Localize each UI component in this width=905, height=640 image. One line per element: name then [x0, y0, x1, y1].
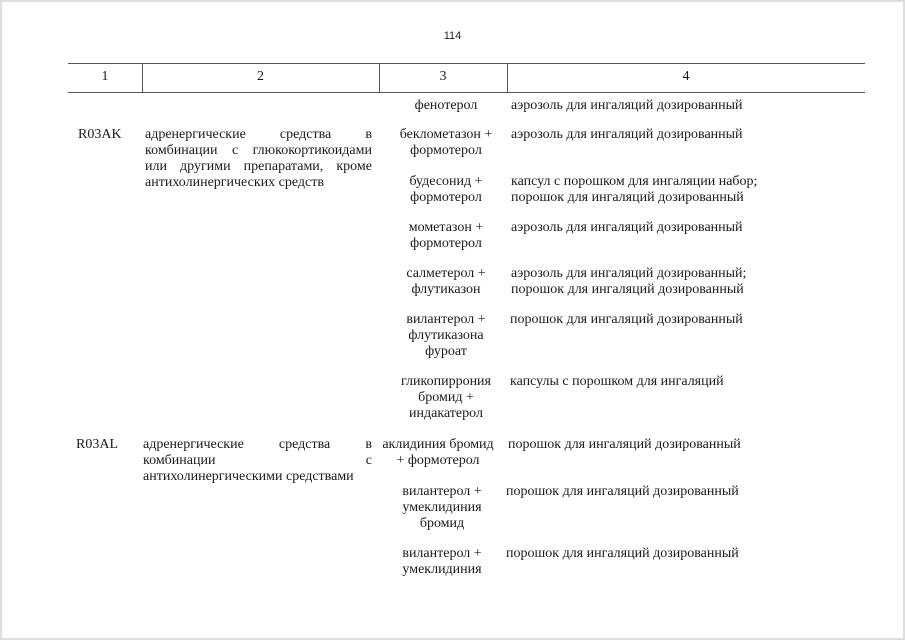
substance-line: беклометазон + — [399, 127, 493, 142]
substance-line: + формотерол — [396, 453, 480, 468]
substance-line: будесонид + — [409, 174, 483, 189]
substance-line: вилантерол + — [402, 484, 482, 499]
substance-line: гликопиррония — [400, 374, 491, 389]
group-line: или другими препаратами, кроме — [145, 159, 372, 174]
dosage-form-line: капсулы с порошком для ингаляций — [510, 374, 724, 389]
substance-line: индакатерол — [409, 406, 483, 421]
dosage-form-cell — [511, 220, 743, 236]
substance-line: флутиказона — [408, 328, 484, 343]
dosage-form-line: порошок для ингаляций дозированный — [511, 282, 744, 297]
substance-line: флутиказон — [411, 282, 481, 297]
atc-group-name — [145, 127, 372, 191]
substance-cell — [384, 98, 508, 114]
dosage-form-line: капсул с порошком для ингаляции набор; — [511, 174, 758, 189]
substance-line: салметерол + — [406, 266, 486, 281]
substance-cell — [384, 312, 508, 360]
column-header-4: 4 — [682, 69, 690, 84]
atc-group-name — [143, 437, 372, 485]
column-header-1: 1 — [101, 69, 109, 84]
group-line: адренергические средства в — [145, 127, 372, 142]
dosage-form-cell — [506, 546, 739, 562]
substance-cell — [384, 174, 508, 206]
substance-line: формотерол — [410, 236, 482, 251]
substance-line: формотерол — [410, 190, 482, 205]
substance-line: мометазон + — [408, 220, 484, 235]
page-number: 114 — [443, 30, 462, 42]
substance-cell — [384, 220, 508, 252]
group-line: комбинации с глюкокортикоидами — [145, 143, 372, 158]
column-header-3: 3 — [439, 69, 447, 84]
dosage-form-cell — [510, 312, 743, 328]
dosage-form-line: порошок для ингаляций дозированный — [506, 546, 739, 561]
substance-cell — [378, 484, 506, 532]
dosage-form-line: аэрозоль для ингаляций дозированный — [511, 127, 743, 142]
dosage-form-line: порошок для ингаляций дозированный — [511, 190, 744, 205]
table-header-bottom-rule — [68, 92, 865, 93]
dosage-form-line: аэрозоль для ингаляций дозированный — [511, 98, 743, 113]
group-line: антихолинергических средств — [145, 175, 324, 190]
dosage-form-cell — [511, 127, 743, 143]
dosage-form-line: аэрозоль для ингаляций дозированный — [511, 220, 743, 235]
dosage-form-line: порошок для ингаляций дозированный — [506, 484, 739, 499]
dosage-form-line: порошок для ингаляций дозированный — [508, 437, 741, 452]
dosage-form-cell — [511, 174, 757, 206]
substance-line: формотерол — [410, 143, 482, 158]
table-top-rule — [68, 63, 865, 64]
substance-cell — [378, 546, 506, 578]
substance-cell — [384, 374, 508, 422]
substance-line: умеклидиния — [402, 562, 482, 577]
dosage-form-cell — [511, 98, 743, 114]
atc-code: R03AL — [76, 437, 118, 452]
substance-line: аклидиния бромид — [382, 437, 494, 452]
dosage-form-cell — [508, 437, 741, 453]
group-line: антихолинергическими средствами — [143, 469, 354, 484]
column-header-2: 2 — [257, 69, 264, 84]
substance-line: фенотерол — [414, 98, 478, 113]
substance-cell — [384, 127, 508, 159]
substance-line: бромид + — [418, 390, 474, 405]
substance-line: бромид — [419, 516, 465, 531]
substance-cell — [374, 437, 502, 469]
group-line: адренергические средства в — [143, 437, 372, 452]
substance-line: вилантерол + — [406, 312, 486, 327]
dosage-form-line: порошок для ингаляций дозированный — [510, 312, 743, 327]
group-line: комбинации с — [143, 453, 372, 468]
substance-line: умеклидиния — [402, 500, 482, 515]
substance-line: вилантерол + — [402, 546, 482, 561]
dosage-form-line: аэрозоль для ингаляций дозированный; — [511, 266, 747, 281]
atc-code: R03AK — [78, 127, 122, 142]
substance-line: фуроат — [425, 344, 467, 359]
substance-cell — [384, 266, 508, 298]
dosage-form-cell — [511, 266, 746, 298]
dosage-form-cell — [506, 484, 739, 500]
dosage-form-cell — [510, 374, 724, 390]
